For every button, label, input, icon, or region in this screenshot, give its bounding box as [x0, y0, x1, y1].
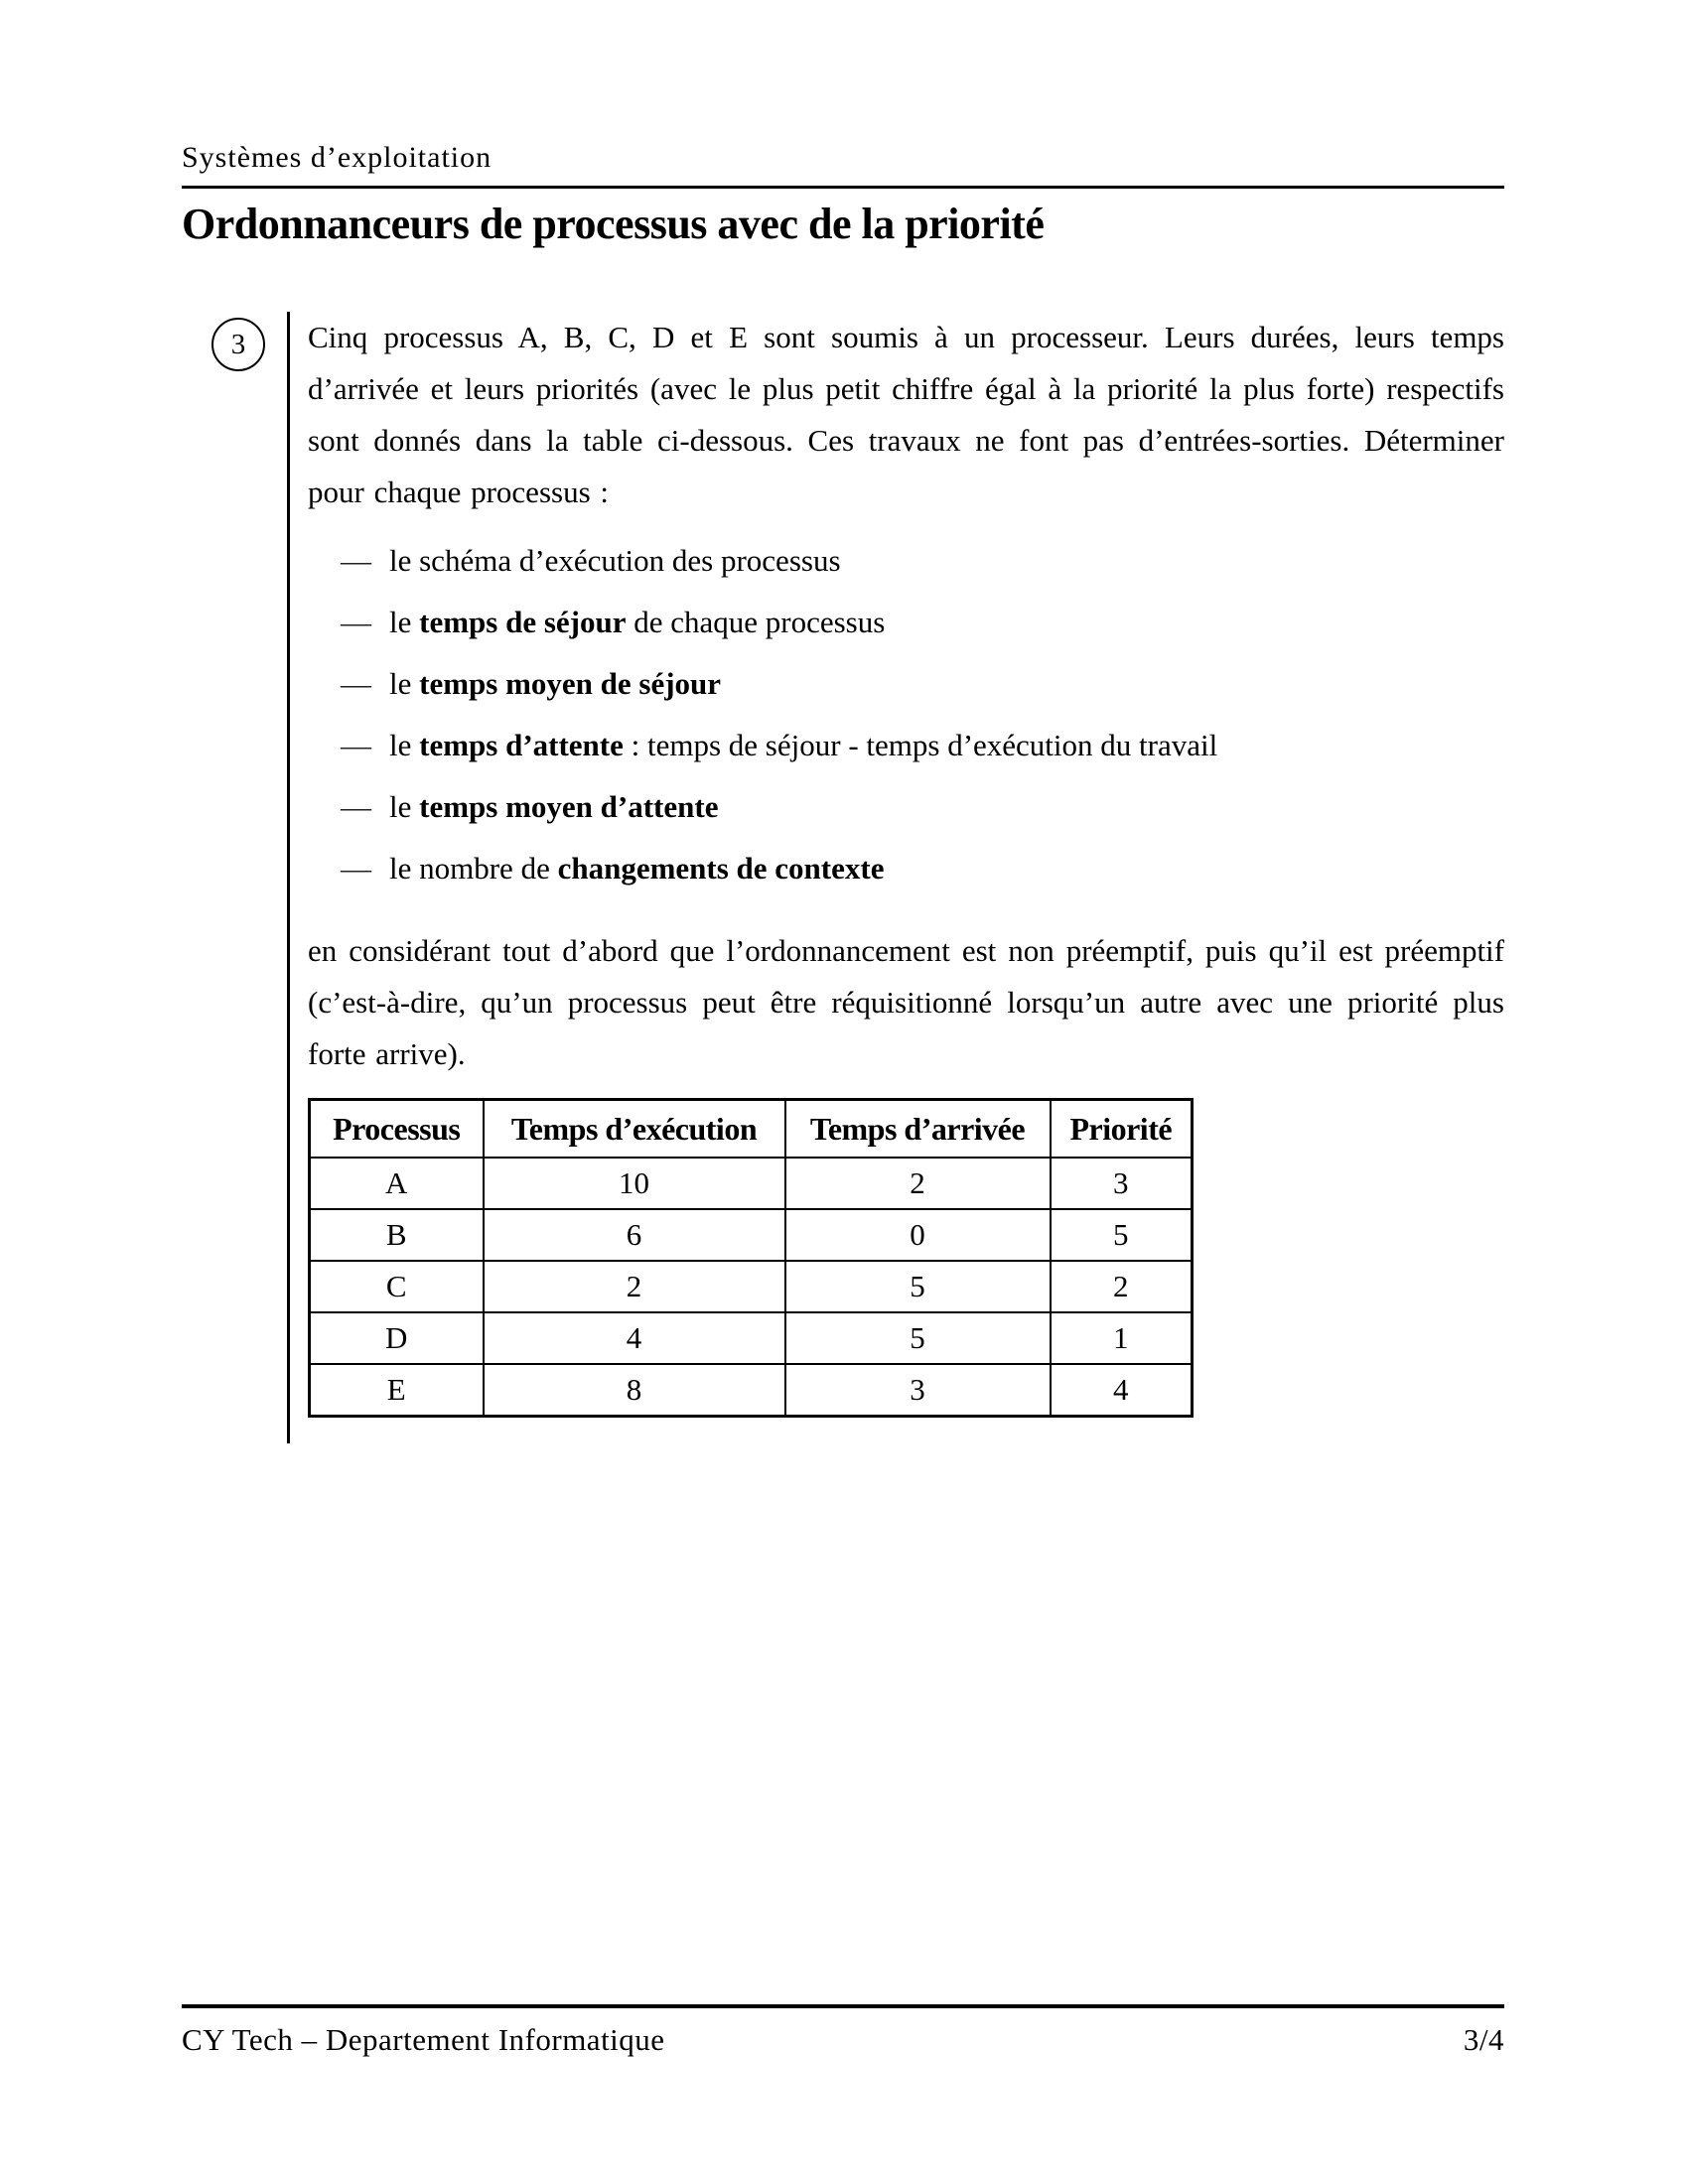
- exercise-number-badge: 3: [211, 318, 265, 371]
- list-item-text: le: [389, 666, 420, 701]
- column-header-temps-execution: Temps d’exécution: [484, 1100, 785, 1159]
- table-cell: 5: [785, 1312, 1051, 1364]
- column-header-temps-arrivee: Temps d’arrivée: [785, 1100, 1051, 1159]
- table-row: [310, 1364, 1193, 1417]
- list-item-bold: temps d’attente: [419, 728, 624, 762]
- table-cell: 3: [1051, 1158, 1193, 1209]
- dash-bullet-icon: —: [341, 789, 371, 824]
- table-row: [310, 1312, 1193, 1364]
- column-header-processus: Processus: [310, 1100, 484, 1159]
- table-cell: A: [310, 1158, 484, 1209]
- list-item-bold: temps de séjour: [419, 605, 627, 639]
- table-row: [310, 1158, 1193, 1209]
- dash-bullet-icon: —: [341, 543, 371, 578]
- table-cell: 5: [785, 1261, 1051, 1312]
- page-title: Ordonnanceurs de processus avec de la priorité: [182, 200, 1045, 248]
- table-cell: 1: [1051, 1312, 1193, 1364]
- list-item: [308, 850, 1504, 887]
- table-cell: E: [310, 1364, 484, 1417]
- table-cell: 2: [1051, 1261, 1193, 1312]
- list-item: [308, 727, 1504, 764]
- table-cell: 6: [484, 1209, 785, 1261]
- table-cell: 10: [484, 1158, 785, 1209]
- table-cell: 0: [785, 1209, 1051, 1261]
- list-item-bold: changements de contexte: [557, 851, 885, 886]
- page-content: [0, 141, 1688, 1443]
- intro-paragraph: Cinq processus A, B, C, D et E sont soumis à un processeur. Leurs durées, leurs temps d’arrivée et leurs priorités (avec le plus petit chiffre égal à la priorité la plus forte) respectifs sont donnés dans la table ci-dessous. Ces travaux ne font pas d’entrées-sorties. Déterminer pour chaque processus :: [308, 320, 1504, 509]
- list-item: [308, 665, 1504, 703]
- list-item-bold: temps moyen de séjour: [419, 666, 722, 701]
- list-item-text: le: [389, 728, 420, 762]
- dash-bullet-icon: —: [341, 728, 371, 762]
- footer-institution: CY Tech – Departement Informatique: [182, 2022, 665, 2057]
- table-cell: D: [310, 1312, 484, 1364]
- list-item-text: de chaque processus: [626, 605, 886, 639]
- header-rule: [182, 186, 1504, 189]
- list-item-bold: temps moyen d’attente: [419, 789, 719, 824]
- list-item-text: le schéma d’exécution des processus: [389, 543, 841, 578]
- exercise-body: [287, 312, 1504, 1443]
- table-cell: 8: [484, 1364, 785, 1417]
- table-row: [310, 1261, 1193, 1312]
- page-number: 3/4: [1463, 2022, 1504, 2057]
- outro-paragraph: en considérant tout d’abord que l’ordonnancement est non préemptif, puis qu’il est préemptif (c’est-à-dire, qu’un processus peut être réquisitionné lorsqu’un autre avec une priorité plus forte arrive).: [308, 933, 1504, 1071]
- dash-bullet-icon: —: [341, 851, 371, 886]
- table-cell: B: [310, 1209, 484, 1261]
- list-item-text: : temps de séjour - temps d’exécution du travail: [623, 728, 1218, 762]
- column-header-priorite: Priorité: [1051, 1100, 1193, 1159]
- dash-bullet-icon: —: [341, 666, 371, 701]
- list-item: [308, 542, 1504, 580]
- table-cell: 3: [785, 1364, 1051, 1417]
- table-cell: 2: [484, 1261, 785, 1312]
- page-footer: [182, 2004, 1504, 2058]
- table-cell: C: [310, 1261, 484, 1312]
- list-item: [308, 788, 1504, 826]
- list-item-text: le nombre de: [389, 851, 558, 886]
- table-header-row: [310, 1100, 1193, 1159]
- list-item: [308, 604, 1504, 641]
- table-row: [310, 1209, 1193, 1261]
- process-table: [308, 1098, 1194, 1418]
- bullet-list: [308, 542, 1504, 887]
- table-cell: 4: [484, 1312, 785, 1364]
- exercise-block: [182, 312, 1504, 1443]
- table-cell: 5: [1051, 1209, 1193, 1261]
- course-header: Systèmes d’exploitation: [182, 141, 492, 174]
- table-cell: 2: [785, 1158, 1051, 1209]
- list-item-text: le: [389, 605, 420, 639]
- list-item-text: le: [389, 789, 420, 824]
- dash-bullet-icon: —: [341, 605, 371, 639]
- table-cell: 4: [1051, 1364, 1193, 1417]
